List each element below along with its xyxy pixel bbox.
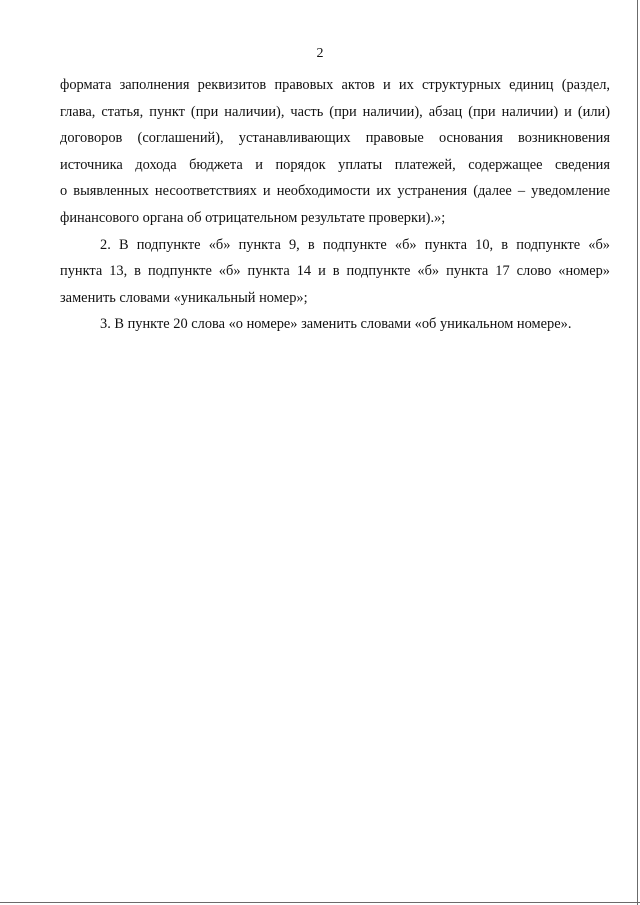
text-line: источника дохода бюджета и порядок уплаты платежей, содержащее сведения <box>60 156 610 173</box>
text-line: пункта 13, в подпункте «б» пункта 14 и в подпункте «б» пункта 17 слово «номер» <box>60 263 610 280</box>
text-line: 2. В подпункте «б» пункта 9, в подпункте «б» пункта 10, в подпункте «б» <box>100 236 610 253</box>
text-line: заменить словами «уникальный номер»; <box>60 289 308 306</box>
paragraph-item-2 <box>60 232 610 312</box>
page-right-edge <box>637 0 638 905</box>
paragraph-item-3 <box>60 311 610 338</box>
paragraph-continuation <box>60 72 610 232</box>
text-line: о выявленных несоответствиях и необходимости их устранения (далее – уведомление <box>60 183 610 200</box>
document-body <box>60 72 610 338</box>
text-line: 3. В пункте 20 слова «о номере» заменить словами «об уникальном номере». <box>100 316 572 333</box>
text-line: договоров (соглашений), устанавливающих правовые основания возникновения <box>60 130 610 147</box>
page-number: 2 <box>316 46 324 61</box>
page-bottom-edge <box>0 902 640 903</box>
text-line: финансового органа об отрицательном результате проверки).»; <box>60 209 446 226</box>
text-line: формата заполнения реквизитов правовых актов и их структурных единиц (раздел, <box>60 77 610 93</box>
text-line: глава, статья, пункт (при наличии), часть (при наличии), абзац (при наличии) и (или) <box>60 103 610 120</box>
